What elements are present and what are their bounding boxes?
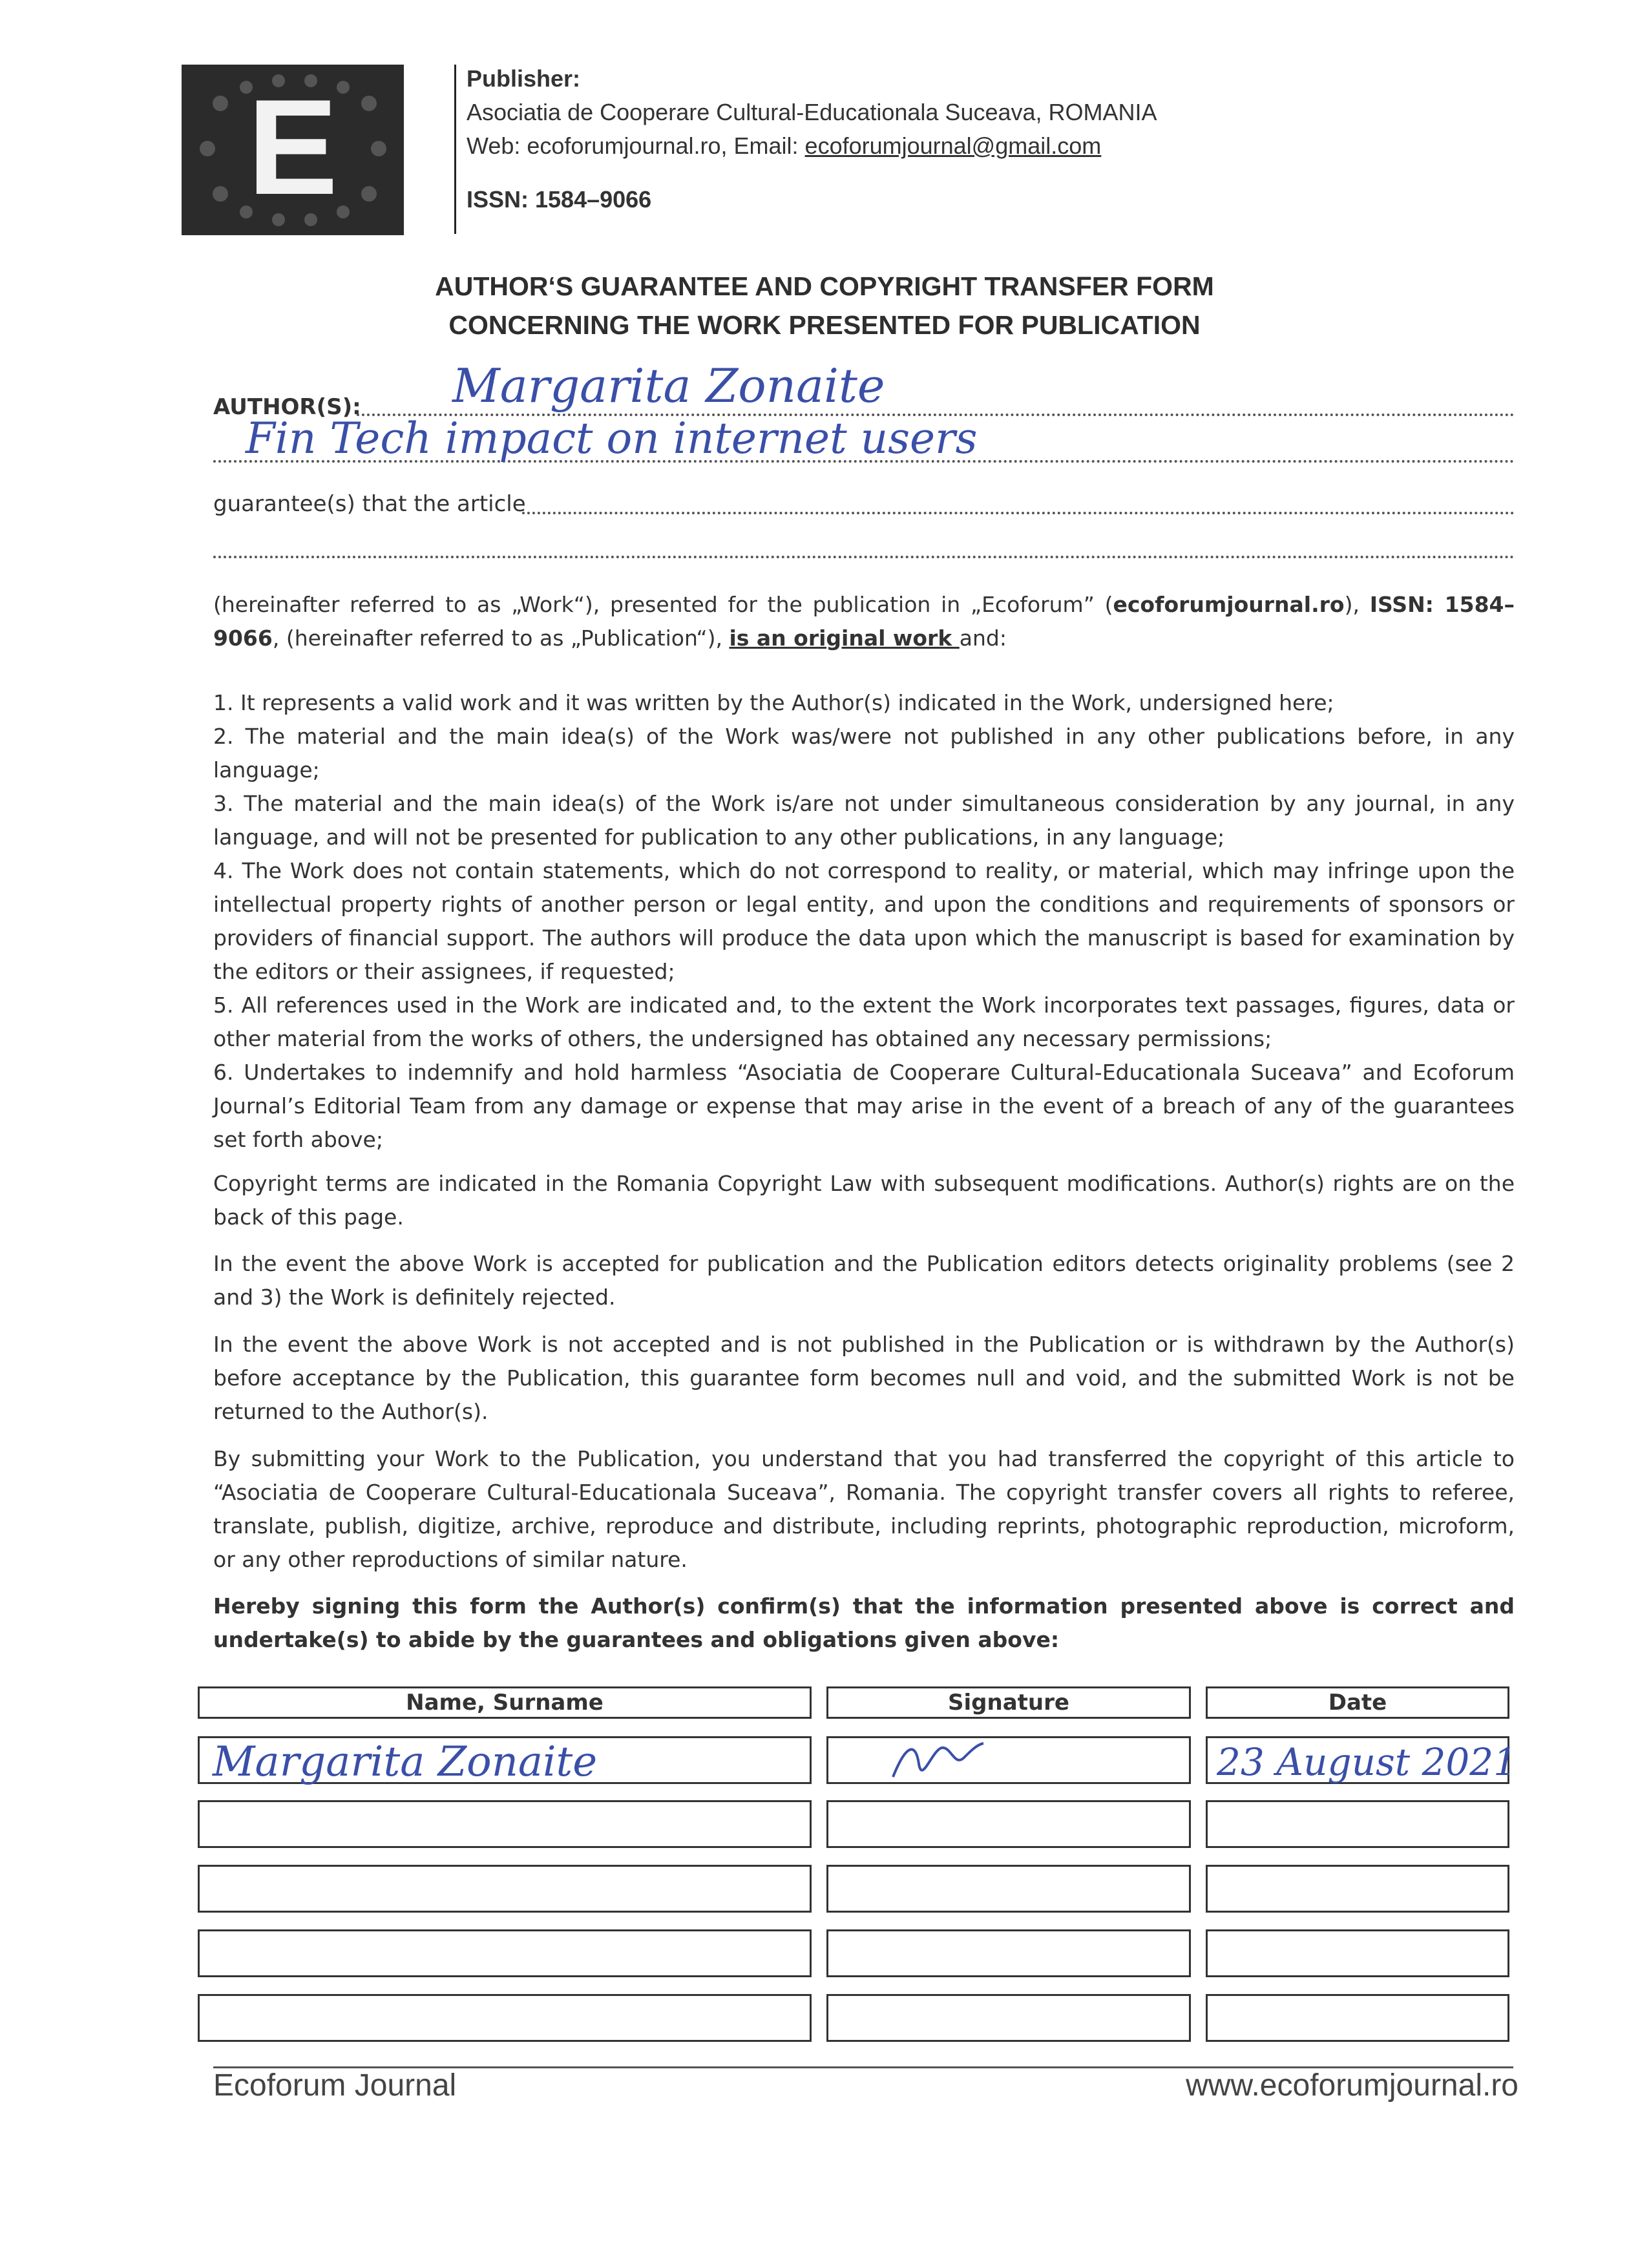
publisher-name: Asociatia de Cooperare Cultural-Educationala Suceava, ROMANIA (467, 99, 1157, 125)
guarantee-line (522, 512, 1515, 514)
list-item: 3. The material and the main idea(s) of the Work is/are not under simultaneous consideration by any journal, in any language, and will not be presented for publication to any other publications, in any language; (213, 791, 1515, 850)
guarantee-label: guarantee(s) that the article (213, 491, 526, 517)
name-cell[interactable] (198, 1994, 812, 2042)
form-title-line1: AUTHOR‘S GUARANTEE AND COPYRIGHT TRANSFER FORM (435, 271, 1214, 301)
form-title-line2: CONCERNING THE WORK PRESENTED FOR PUBLICATION (448, 310, 1201, 340)
footer-website-link[interactable]: www.ecoforumjournal.ro (1186, 2068, 1518, 2103)
intro-paragraph: (hereinafter referred to as „Work“), presented for the publication in „Ecoforum” (ecoforumjournal.ro), ISSN: 1584–9066, (hereinafter referred to as „Publication“), is an original work and: (213, 592, 1515, 651)
originality-paragraph: In the event the above Work is accepted for publication and the Publication editors detects originality problems (see 2 and 3) the Work is definitely rejected. (213, 1251, 1515, 1310)
date-cell[interactable] (1206, 1865, 1509, 1913)
article-title-field[interactable]: Fin Tech impact on internet users (246, 414, 978, 463)
list-item: 5. All references used in the Work are indicated and, to the extent the Work incorporates text passages, figures, data or other material from the works of others, the undersigned has obtained any necessary permissions; (213, 992, 1515, 1051)
publisher-label: Publisher: (467, 65, 581, 92)
list-item: 1. It represents a valid work and it was written by the Author(s) indicated in the Work, undersigned here; (213, 690, 1334, 715)
signature-cell[interactable] (826, 1865, 1191, 1913)
intro-issn: ISSN: 1584–9066 (213, 592, 1515, 651)
date-cell[interactable] (1206, 1994, 1509, 2042)
original-work-emphasis: is an original work (729, 625, 960, 651)
signature-cell[interactable] (826, 1736, 1191, 1784)
publisher-web: Web: ecoforumjournal.ro, Email: (467, 132, 805, 159)
signature-column-header: Signature (826, 1686, 1191, 1719)
list-item: 2. The material and the main idea(s) of the Work was/were not published in any other publications before, in any language; (213, 724, 1515, 782)
article-extra-line (213, 556, 1515, 558)
signed-date: 23 August 2021 (1217, 1740, 1518, 1784)
issn: ISSN: 1584–9066 (467, 186, 652, 213)
logo-e-icon (182, 65, 404, 235)
copyright-paragraph: Copyright terms are indicated in the Romania Copyright Law with subsequent modifications. Author(s) rights are on the back of this page. (213, 1171, 1515, 1230)
name-cell[interactable] (198, 1736, 812, 1784)
signature-cell[interactable] (826, 1800, 1191, 1848)
footer-journal-name: Ecoforum Journal (213, 2068, 457, 2103)
publisher-contact (467, 129, 1157, 163)
confirmation-statement: Hereby signing this form the Author(s) confirm(s) that the information presented above is correct and undertake(s) to abide by the guarantees and obligations given above: (213, 1593, 1515, 1652)
name-cell[interactable] (198, 1929, 812, 1977)
name-cell[interactable] (198, 1865, 812, 1913)
publisher-email-link[interactable]: ecoforumjournal@gmail.com (804, 132, 1102, 159)
guarantee-list (213, 686, 1515, 1157)
name-column-header: Name, Surname (198, 1686, 812, 1719)
publisher-block (467, 62, 1157, 163)
list-item: 6. Undertakes to indemnify and hold harmless “Asociatia de Cooperare Cultural-Educationala Suceava” and Ecoforum Journal’s Editorial Team from any damage or expense that may arise in the event of a breach of any of the guarantees set forth above; (213, 1060, 1515, 1152)
signed-name: Margarita Zonaite (213, 1738, 598, 1786)
name-cell[interactable] (198, 1800, 812, 1848)
authors-label: AUTHOR(S): (213, 394, 361, 420)
date-cell[interactable] (1206, 1929, 1509, 1977)
signature-cell[interactable] (826, 1929, 1191, 1977)
authors-field[interactable]: Margarita Zonaite (452, 359, 885, 413)
list-item: 4. The Work does not contain statements, which do not correspond to reality, or material, which may infringe upon the intellectual property rights of another person or legal entity, and upon the conditions and requirements of sponsors or providers of financial support. The authors will produce the data upon which the manuscript is based for examination by the editors or their assignees, if requested; (213, 858, 1515, 984)
journal-logo (182, 65, 404, 235)
header-divider (454, 65, 456, 234)
signature-cell[interactable] (826, 1994, 1191, 2042)
handwritten-signature-icon (828, 1738, 1193, 1786)
date-cell[interactable] (1206, 1736, 1518, 1784)
journal-site: ecoforumjournal.ro (1113, 592, 1345, 617)
date-cell[interactable] (1206, 1800, 1509, 1848)
svg-text:E: E (247, 71, 339, 223)
date-column-header: Date (1206, 1686, 1509, 1719)
withdrawal-paragraph: In the event the above Work is not accepted and is not published in the Publication or is withdrawn by the Author(s) before acceptance by the Publication, this guarantee form becomes null and void, and the submitted Work is not be returned to the Author(s). (213, 1332, 1515, 1424)
transfer-paragraph: By submitting your Work to the Publication, you understand that you had transferred the copyright of this article to “Asociatia de Cooperare Cultural-Educationala Suceava”, Romania. The copyright transfer covers all rights to referee, translate, publish, digitize, archive, reproduce and distribute, including reprints, photographic reproduction, microform, or any other reproductions of similar nature. (213, 1446, 1515, 1572)
